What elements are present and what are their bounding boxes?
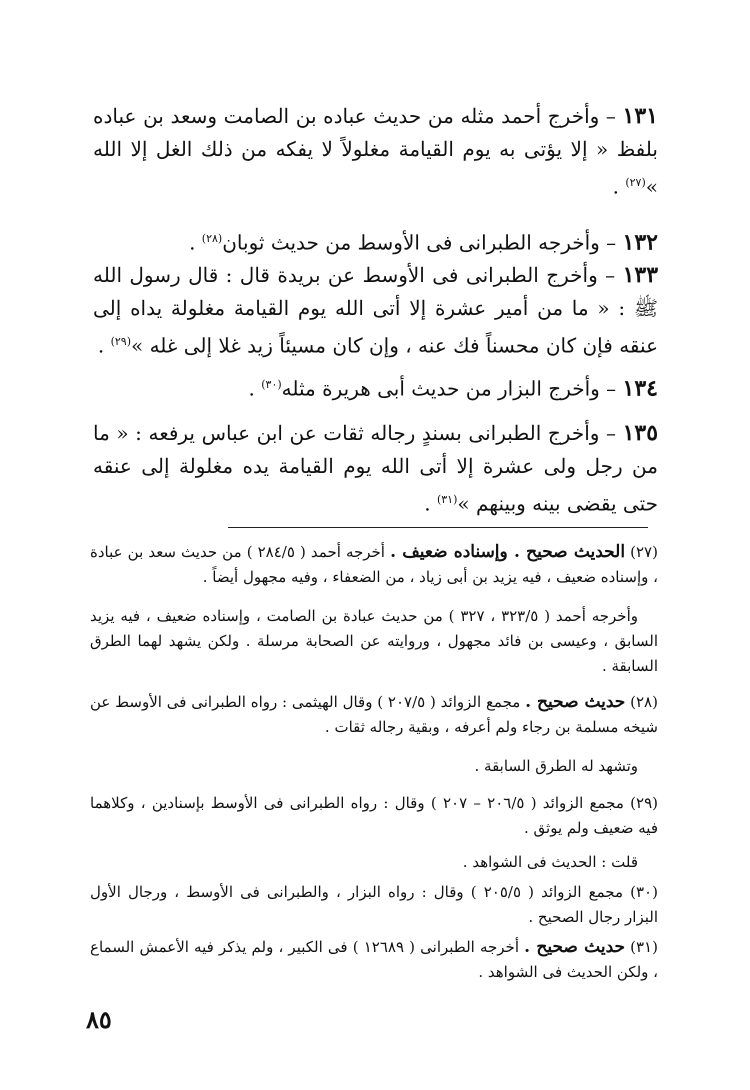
footnote-text: وأخرجه أحمد ( ٣٢٣/٥ ، ٣٢٧ ) من حديث عبادة بن الصامت ، وإسناده ضعيف ، فيه يزيد السابق ، وعيسى بن فائد مجهول ، وروايته عن الصحابة مرسلة . ولكن يشهد لهما الطرق السابقة . [90, 607, 658, 675]
hadith-text: – وأخرجه الطبرانى فى الأوسط من حديث ثوبان [222, 230, 617, 255]
footnote-text: قلت : الحديث فى الشواهد . [462, 853, 638, 871]
footnote-ref: (٣٠) [261, 378, 282, 391]
hadith-number: ١٣٣ [622, 262, 659, 288]
footnote-27 [90, 540, 658, 590]
footnote-ref: (٣١) [436, 493, 458, 506]
footnote-ref: (٢٧) [625, 176, 646, 189]
hadith-number: ١٣٤ [622, 375, 658, 402]
footnote-29 [90, 791, 658, 841]
hadith-tail: . [424, 491, 437, 516]
hadith-text: – وأخرج الطبرانى فى الأوسط عن بريدة قال : قال رسول الله ﷺ : « ما من أمير عشرة إلا أتى الله يوم القيامة مغلولة يداه إلى عنقه فإن كان محسناً فك عنه ، وإن كان مسيئاً زيد غلا إلى غله » [93, 263, 658, 358]
footnote-grade: حديث صحيح . [524, 937, 625, 957]
footnote-grade: الحديث صحيح . وإسناده ضعيف . [390, 542, 626, 562]
hadith-number: ١٣١ [622, 103, 658, 129]
hadith-134 [93, 368, 658, 406]
hadith-133 [93, 259, 658, 363]
hadith-131 [93, 100, 658, 204]
footnote-29-continued [90, 850, 658, 875]
footnote-text: وتشهد له الطرق السابقة . [474, 757, 638, 775]
footnote-ref: (٢٩) [110, 335, 131, 348]
hadith-text: – وأخرج أحمد مثله من حديث عباده بن الصامت وسعد بن عباده بلفظ « إلا يؤتى به يوم القيامة مغلولاً لا يفكه من ذلك الغل إلا الله » [93, 104, 658, 199]
hadith-text: – وأخرج البزار من حديث أبى هريرة مثله [281, 376, 617, 401]
page-number: ٨٥ [86, 1005, 112, 1034]
hadith-132 [93, 222, 658, 260]
footnote-ref: (٢٨) [201, 232, 223, 245]
footnote-text: مجمع الزوائد ( ٢٠٦/٥ – ٢٠٧ ) وقال : رواه الطبرانى فى الأوسط بإسنادين ، وكلاهما فيه ضعيف ولم يوثق . [90, 794, 658, 837]
footnote-30 [90, 880, 658, 930]
hadith-text: – وأخرج الطبرانى بسندٍ رجاله ثقات عن ابن عباس يرفعه : « ما من رجل ولى عشرة إلا أتى الله يوم القيامة يده مغلولة إلى عنقه حتى يقضى بينه وبينهم » [93, 421, 658, 516]
hadith-tail: . [189, 230, 202, 255]
footnote-number: (٢٨) [630, 693, 658, 711]
footnote-number: (٣٠) [630, 883, 658, 901]
footnote-number: (٢٩) [630, 794, 658, 812]
hadith-tail: . [612, 174, 626, 199]
footnote-number: (٢٧) [630, 543, 658, 561]
footnote-28 [90, 690, 658, 740]
footnote-number: (٣١) [630, 938, 658, 956]
footnote-text: أخرجه الطبرانى ( ١٢٦٨٩ ) فى الكبير ، ولم يذكر فيه الأعمش السماع ، ولكن الحديث فى الشواهد . [90, 938, 658, 981]
footnote-text: مجمع الزوائد ( ٢٠٧/٥ ) وقال الهيثمى : رواه الطبرانى فى الأوسط عن شيخه مسلمة بن رجاء ولم أعرفه ، وبقية رجاله ثقات . [90, 693, 658, 736]
footnote-text: مجمع الزوائد ( ٢٠٥/٥ ) وقال : رواه البزار ، والطبرانى فى الأوسط ، ورجال الأول البزار رجال الصحيح . [90, 883, 658, 926]
footnote-28-continued [90, 754, 658, 779]
footnote-27-continued [90, 604, 658, 679]
hadith-tail: . [248, 376, 262, 401]
hadith-number: ١٣٥ [622, 420, 659, 446]
footnote-divider [228, 527, 648, 528]
hadith-135 [93, 417, 658, 521]
hadith-number: ١٣٢ [622, 229, 658, 256]
hadith-tail: . [97, 333, 111, 358]
footnote-31 [90, 935, 658, 985]
footnote-text: أخرجه أحمد ( ٢٨٤/٥ ) من حديث سعد بن عبادة ، وإسناده ضعيف ، فيه يزيد بن أبى زياد ، من الضعفاء ، وفيه مجهول أيضاً . [90, 543, 658, 586]
footnote-grade: حديث صحيح . [525, 692, 626, 712]
